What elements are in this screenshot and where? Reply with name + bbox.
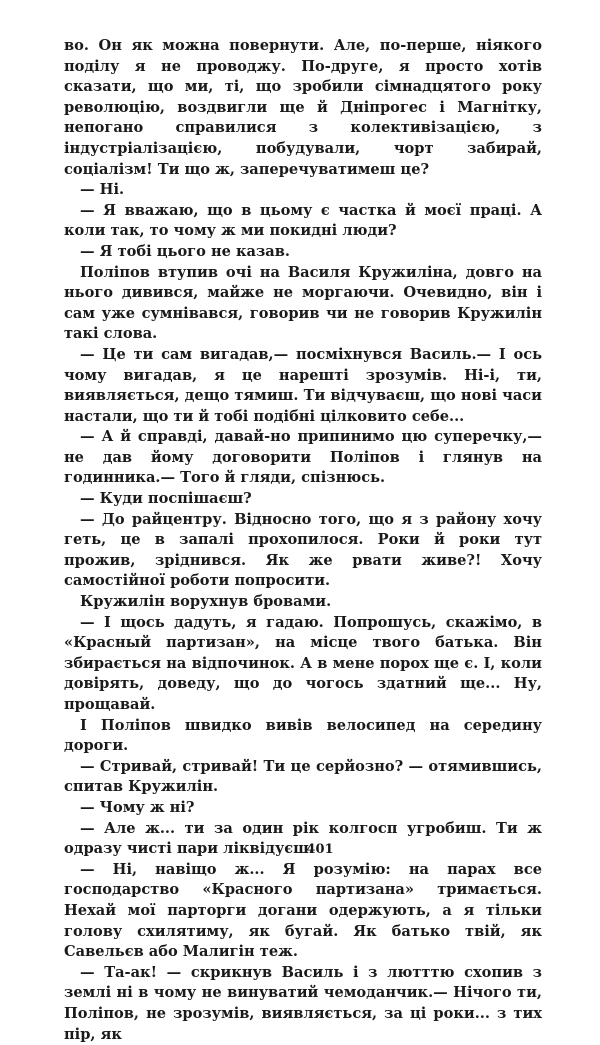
paragraph: — Я тобі цього не казав. xyxy=(80,242,290,260)
paragraph: — Чому ж ні? xyxy=(80,798,195,816)
paragraph: — Ні, навіщо ж... Я розумію: на парах все господарство «Красного партизана» тримається. Нехай мої парторги догани одержують, а я тільки голову схилятиму, як бугай. Як батько твій, як Савельєв або Малигін теж. xyxy=(64,860,542,961)
paragraph: Кружилін ворухнув бровами. xyxy=(80,593,332,611)
paragraph: — Це ти сам вигадав,— посміхнувся Василь.— І ось чому вигадав, я це нарешті зрозумів. Ні-і, ти, виявляється, дещо тямиш. Ти відчуваєш, що нові часи настали, що ти й тобі подібні цілковито себе... xyxy=(64,345,542,425)
page-number: 401 xyxy=(306,842,334,857)
paragraph: — До райцентру. Відносно того, що я з району хочу геть, це в запалі прохопилося. Роки й роки тут прожив, зріднився. Як же рвати живе?! Хочу самостійної роботи попросити. xyxy=(64,510,542,590)
paragraph: І Поліпов швидко вивів велосипед на середину дороги. xyxy=(64,716,542,755)
paragraph: — Та-ак! — скрикнув Василь і з лютттю схопив з землі ні в чому не винуватий чемоданчик.— Нічого ти, Поліпов, не зрозумів, виявляється, за ці роки... з тих пір, як xyxy=(64,963,542,1043)
paragraph: во. Он як можна повернути. Але, по-перше, ніякого поділу я не проводжу. По-друге, я просто хотів сказати, що ми, ті, що зробили сімнадцятого року революцію, воздвигли ще й Дніпрогес і Магнітку, непогано справилися з колективізацією, з індустріалізацією, побудували, чорт забирай, соціалізм! Ти що ж, заперечуватимеш це? xyxy=(64,37,542,178)
paragraph: — Але ж... ти за один рік колгосп угробиш. Ти ж одразу чисті пари ліквідуєш. xyxy=(64,819,542,858)
paragraph: — Ні. xyxy=(80,181,125,199)
page-body xyxy=(64,36,542,1045)
paragraph: — Куди поспішаєш? xyxy=(80,490,252,508)
paragraph: — А й справді, давай-но припинимо цю суперечку,— не дав йому договорити Поліпов і глянув на годинника.— Того й гляди, спізнюсь. xyxy=(64,428,542,487)
paragraph: — І щось дадуть, я гадаю. Попрошусь, скажімо, в «Красный партизан», на місце твого батька. Він збирається на відпочинок. А в мене порох ще є. І, коли довірять, доведу, що до чогось здатний ще... Ну, прощавай. xyxy=(64,613,542,713)
paragraph: — Стривай, стривай! Ти це серйозно? — отямившись, спитав Кружилін. xyxy=(64,757,542,796)
paragraph: — Я вважаю, що в цьому є частка й моєї праці. А коли так, то чому ж ми покидні люди? xyxy=(64,201,542,240)
paragraph: Поліпов втупив очі на Василя Кружиліна, довго на нього дивився, майже не моргаючи. Очевидно, він і сам уже сумнівався, говорив чи не говорив Кружилін такі слова. xyxy=(64,263,542,343)
